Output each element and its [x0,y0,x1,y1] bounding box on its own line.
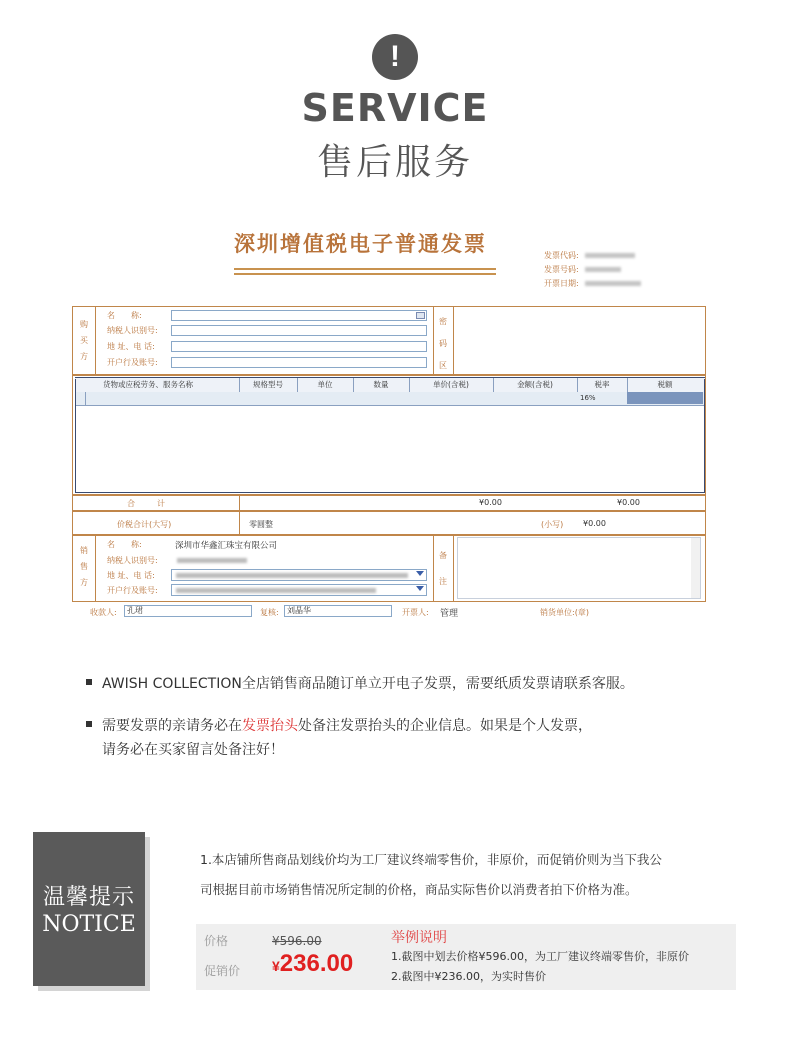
buyer-address-label: 地 址、电 话: [107,342,155,351]
buyer-name-field[interactable] [171,310,427,321]
notice-line-1: 1.本店铺所售商品划线价均为工厂建议终端零售价，非原价，而促销价则为当下我公 [200,852,662,867]
buyer-bank-field[interactable] [171,357,427,368]
example-line-1: 1.截图中划去价格¥596.00，为工厂建议终端零售价，非原价 [391,950,689,963]
buyer-name-label: 名 称: [107,311,142,320]
header-amount: 金额(含税) [517,380,553,389]
price-example-panel [196,924,736,990]
notice-title-cn: 温馨提示 [42,885,135,910]
remark-textarea[interactable] [457,537,701,599]
seller-bank-label: 开户行及账号: [107,586,158,595]
remark-label: 备 注 [439,551,447,586]
seller-stamp-label: 销货单位:(章) [540,608,589,617]
sale-price-label: 促销价 [204,964,241,978]
buyer-address-field[interactable] [171,341,427,352]
header-item-name: 货物或应税劳务、服务名称 [103,380,193,389]
buyer-taxid-field[interactable] [171,325,427,336]
sale-price: ¥236.00 [272,950,354,977]
totals-amount: ¥0.00 [479,498,502,507]
grand-total-upper: 零圆整 [249,520,273,529]
issuer-label: 开票人: [402,608,429,617]
payee-field[interactable]: 孔珺 [124,605,252,617]
invoice-sample [72,222,708,626]
header-spec: 规格型号 [253,380,283,389]
minus-icon[interactable] [416,312,425,319]
items-table [72,374,706,496]
bullet-invoice-title: 需要发票的亲请务必在发票抬头处备注发票抬头的企业信息。如果是个人发票， 请务必在买家留言处备注好！ [86,714,592,762]
original-price-label: 价格 [204,934,229,948]
bullet-electronic-invoice: AWISH COLLECTION全店销售商品随订单立开电子发票，需要纸质发票请联系客服。 [86,672,634,696]
grand-total-label: 价税合计(大写) [117,520,172,529]
example-title: 举例说明 [391,930,447,946]
seller-name-value: 深圳市华鑫汇珠宝有限公司 [175,541,278,551]
seller-address-label: 地 址、电 话: [107,571,155,580]
seller-taxid-label: 纳税人识别号: [107,556,158,565]
grand-total-lower-label: (小写) [541,520,564,529]
header-unit-price: 单价(含税) [433,380,469,389]
buyer-section [72,306,706,376]
original-price: ¥596.00 [272,934,322,948]
chevron-down-icon[interactable] [416,586,424,591]
invoice-title: 深圳增值税电子普通发票 [234,231,487,256]
reviewer-label: 复核: [260,608,279,617]
service-subtitle: 售后服务 [316,142,473,183]
seller-section [72,534,706,602]
notice-title-en: NOTICE [42,912,136,937]
seller-bank-field[interactable] [171,584,427,596]
buyer-bank-label: 开户行及账号: [107,358,158,367]
totals-label: 合 计 [127,499,167,508]
row-tax-rate: 16% [580,394,596,402]
example-line-2: 2.截图中¥236.00，为实时售价 [391,970,546,983]
buyer-side-label: 购 买 方 [80,320,88,361]
header-quantity: 数量 [373,380,389,389]
grand-total-row [72,510,706,536]
bullet-icon [86,679,92,685]
service-title: SERVICE [301,86,489,130]
invoice-title-underline [234,268,496,270]
exclamation-icon: ! [372,34,418,80]
seller-address-field[interactable] [171,569,427,581]
reviewer-field[interactable]: 刘晶华 [284,605,392,617]
grand-total-lower: ¥0.00 [583,519,606,528]
invoice-code-row: 发票代码: [544,250,635,261]
notice-badge [33,832,145,986]
invoice-title-underline [234,273,496,275]
notice-line-2: 司根据目前市场销售情况所定制的价格，商品实际售价以消费者拍下价格为准。 [200,882,638,897]
seller-name-label: 名 称: [107,540,142,549]
seller-side-label: 销 售 方 [80,546,88,587]
buyer-taxid-label: 纳税人识别号: [107,326,158,335]
issuer-value: 管理 [440,609,459,619]
header-tax-rate: 税率 [594,380,610,389]
remark-scrollbar[interactable] [691,538,700,598]
totals-tax: ¥0.00 [617,498,640,507]
header-tax-amount: 税额 [657,380,673,389]
invoice-number-row: 发票号码: [544,264,621,275]
cipher-area-label: 密 码 区 [439,317,447,370]
invoice-date-row: 开票日期: [544,278,641,289]
header-unit: 单位 [317,380,333,389]
payee-label: 收款人: [90,608,117,617]
bullet-icon [86,721,92,727]
highlight-invoice-title: 发票抬头 [242,718,298,734]
chevron-down-icon[interactable] [416,571,424,576]
